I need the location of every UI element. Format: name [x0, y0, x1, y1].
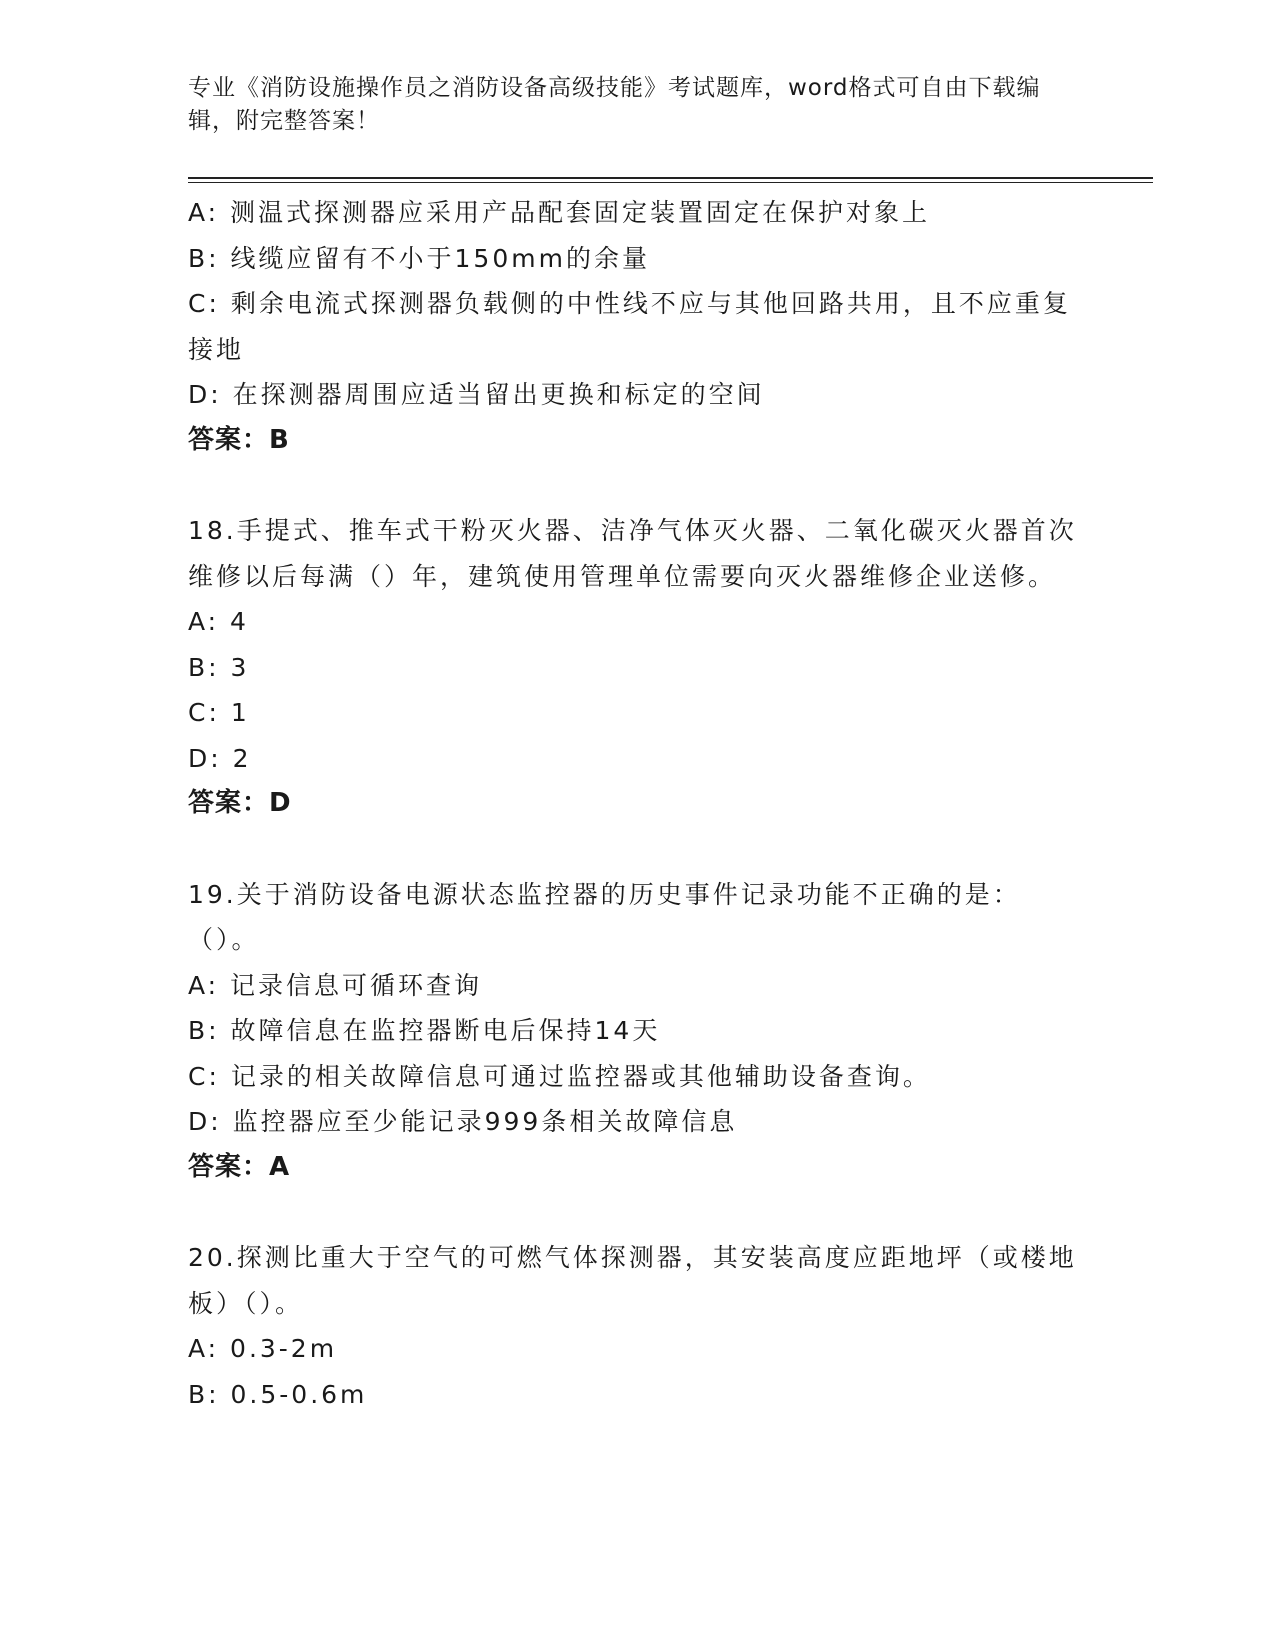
option-a: A: 测温式探测器应采用产品配套固定装置固定在保护对象上: [188, 198, 931, 227]
spacer: [188, 827, 1078, 872]
question-stem: 18.手提式、推车式干粉灭火器、洁净气体灭火器、二氧化碳灭火器首次维修以后每满（）年，建筑使用管理单位需要向灭火器维修企业送修。: [188, 516, 1077, 591]
option-b: B: 线缆应留有不小于150mm的余量: [188, 243, 650, 273]
option-a: A: 4: [188, 607, 249, 636]
question-18: [188, 508, 1078, 827]
page-header: 专业《消防设施操作员之消防设备高级技能》考试题库，word格式可自由下载编辑，附完整答案！: [188, 75, 1041, 134]
answer: 答案：A: [188, 1151, 291, 1182]
option-b: B: 3: [188, 652, 250, 682]
question-19: [188, 872, 1078, 1191]
question-stem: 20.探测比重大于空气的可燃气体探测器，其安装高度应距地坪（或楼地板）（）。: [188, 1243, 1077, 1318]
question-17: [188, 190, 1078, 463]
option-d: D: 监控器应至少能记录999条相关故障信息: [188, 1107, 738, 1136]
answer: 答案：B: [188, 424, 290, 455]
question-stem: 19.关于消防设备电源状态监控器的历史事件记录功能不正确的是：（）。: [188, 879, 1021, 954]
option-b: B: 0.5-0.6m: [188, 1379, 368, 1409]
spacer: [188, 1190, 1078, 1235]
option-d: D: 2: [188, 743, 252, 773]
option-c: C: 记录的相关故障信息可通过监控器或其他辅助设备查询。: [188, 1061, 931, 1091]
answer: 答案：D: [188, 788, 292, 818]
option-a: A: 0.3-2m: [188, 1334, 338, 1363]
option-a: A: 记录信息可循环查询: [188, 970, 483, 1000]
question-20: [188, 1235, 1078, 1417]
option-b: B: 故障信息在监控器断电后保持14天: [188, 1016, 661, 1045]
option-d: D: 在探测器周围应适当留出更换和标定的空间: [188, 380, 765, 409]
option-c: C: 剩余电流式探测器负载侧的中性线不应与其他回路共用，且不应重复接地: [188, 289, 1071, 364]
header-rule-thin: [188, 182, 1153, 183]
option-c: C: 1: [188, 698, 250, 727]
question-list: [188, 190, 1078, 1417]
header-rule: [188, 177, 1153, 179]
spacer: [188, 463, 1078, 508]
